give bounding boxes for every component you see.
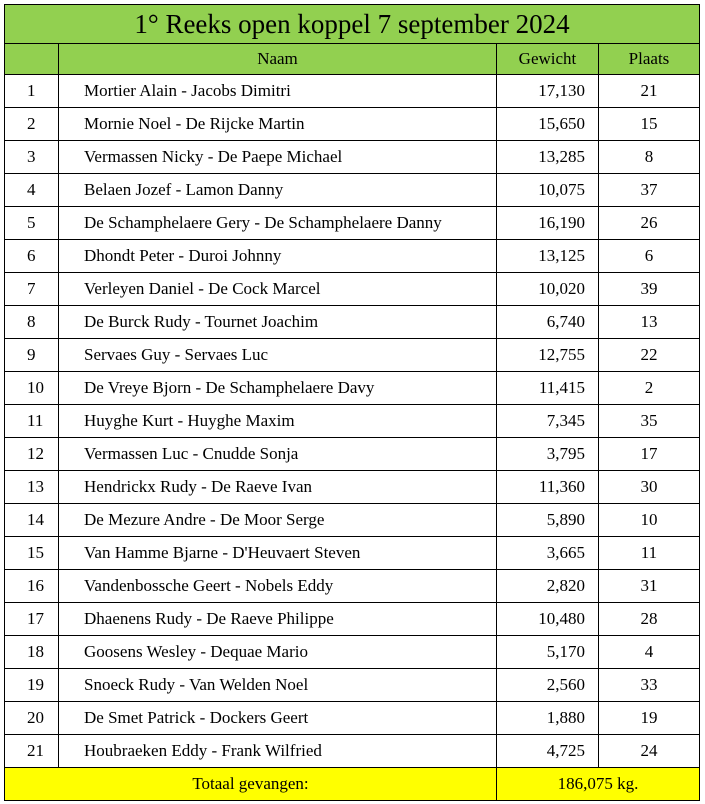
row-weight: 10,075: [496, 174, 598, 207]
row-place: 10: [598, 504, 699, 537]
row-weight: 11,415: [496, 372, 598, 405]
row-name: De Vreye Bjorn - De Schamphelaere Davy: [59, 372, 497, 405]
row-name: De Schamphelaere Gery - De Schamphelaere Danny: [59, 207, 497, 240]
row-place: 21: [598, 75, 699, 108]
table-row: [5, 702, 700, 735]
row-name: Vermassen Luc - Cnudde Sonja: [59, 438, 497, 471]
row-weight: 13,285: [496, 141, 598, 174]
row-number: 3: [5, 141, 59, 174]
row-number: 2: [5, 108, 59, 141]
table-row: [5, 108, 700, 141]
total-row: [5, 768, 700, 801]
row-weight: 12,755: [496, 339, 598, 372]
row-place: 26: [598, 207, 699, 240]
table-row: [5, 207, 700, 240]
row-place: 30: [598, 471, 699, 504]
row-weight: 13,125: [496, 240, 598, 273]
table-row: [5, 306, 700, 339]
row-number: 20: [5, 702, 59, 735]
row-name: Dhondt Peter - Duroi Johnny: [59, 240, 497, 273]
row-place: 4: [598, 636, 699, 669]
row-place: 28: [598, 603, 699, 636]
row-name: Mornie Noel - De Rijcke Martin: [59, 108, 497, 141]
row-place: 33: [598, 669, 699, 702]
row-place: 19: [598, 702, 699, 735]
row-name: Dhaenens Rudy - De Raeve Philippe: [59, 603, 497, 636]
total-label: Totaal gevangen:: [5, 768, 497, 801]
row-name: Snoeck Rudy - Van Welden Noel: [59, 669, 497, 702]
table-row: [5, 636, 700, 669]
table-row: [5, 504, 700, 537]
row-name: Goosens Wesley - Dequae Mario: [59, 636, 497, 669]
row-weight: 1,880: [496, 702, 598, 735]
row-weight: 3,795: [496, 438, 598, 471]
table-row: [5, 372, 700, 405]
row-number: 9: [5, 339, 59, 372]
row-number: 14: [5, 504, 59, 537]
table-row: [5, 669, 700, 702]
header-weight: Gewicht: [496, 44, 598, 75]
row-place: 15: [598, 108, 699, 141]
header-place: Plaats: [598, 44, 699, 75]
results-table: [4, 4, 700, 801]
table-row: [5, 570, 700, 603]
row-place: 31: [598, 570, 699, 603]
row-name: De Smet Patrick - Dockers Geert: [59, 702, 497, 735]
row-weight: 11,360: [496, 471, 598, 504]
row-weight: 7,345: [496, 405, 598, 438]
row-weight: 2,560: [496, 669, 598, 702]
table-row: [5, 438, 700, 471]
row-number: 15: [5, 537, 59, 570]
row-name: Mortier Alain - Jacobs Dimitri: [59, 75, 497, 108]
row-name: Huyghe Kurt - Huyghe Maxim: [59, 405, 497, 438]
table-row: [5, 75, 700, 108]
row-weight: 10,020: [496, 273, 598, 306]
row-place: 2: [598, 372, 699, 405]
table-row: [5, 174, 700, 207]
table-row: [5, 273, 700, 306]
row-number: 12: [5, 438, 59, 471]
table-row: [5, 603, 700, 636]
row-weight: 4,725: [496, 735, 598, 768]
row-number: 19: [5, 669, 59, 702]
header-num: [5, 44, 59, 75]
row-weight: 16,190: [496, 207, 598, 240]
table-row: [5, 735, 700, 768]
row-name: Houbraeken Eddy - Frank Wilfried: [59, 735, 497, 768]
row-name: De Mezure Andre - De Moor Serge: [59, 504, 497, 537]
table-row: [5, 141, 700, 174]
table-body: [5, 75, 700, 768]
row-number: 8: [5, 306, 59, 339]
row-place: 17: [598, 438, 699, 471]
row-number: 17: [5, 603, 59, 636]
row-weight: 17,130: [496, 75, 598, 108]
row-place: 8: [598, 141, 699, 174]
row-name: Van Hamme Bjarne - D'Heuvaert Steven: [59, 537, 497, 570]
total-value: 186,075 kg.: [496, 768, 699, 801]
row-number: 4: [5, 174, 59, 207]
row-place: 11: [598, 537, 699, 570]
row-number: 21: [5, 735, 59, 768]
row-name: Vandenbossche Geert - Nobels Eddy: [59, 570, 497, 603]
row-number: 11: [5, 405, 59, 438]
row-number: 16: [5, 570, 59, 603]
row-number: 13: [5, 471, 59, 504]
row-place: 37: [598, 174, 699, 207]
header-name: Naam: [59, 44, 497, 75]
row-name: Belaen Jozef - Lamon Danny: [59, 174, 497, 207]
row-number: 7: [5, 273, 59, 306]
row-number: 18: [5, 636, 59, 669]
row-weight: 3,665: [496, 537, 598, 570]
row-name: De Burck Rudy - Tournet Joachim: [59, 306, 497, 339]
row-weight: 6,740: [496, 306, 598, 339]
row-number: 6: [5, 240, 59, 273]
row-name: Hendrickx Rudy - De Raeve Ivan: [59, 471, 497, 504]
row-place: 6: [598, 240, 699, 273]
row-weight: 5,890: [496, 504, 598, 537]
table-row: [5, 405, 700, 438]
table-title: 1° Reeks open koppel 7 september 2024: [5, 5, 700, 44]
row-name: Verleyen Daniel - De Cock Marcel: [59, 273, 497, 306]
table-row: [5, 240, 700, 273]
row-place: 22: [598, 339, 699, 372]
row-name: Servaes Guy - Servaes Luc: [59, 339, 497, 372]
row-place: 24: [598, 735, 699, 768]
row-place: 39: [598, 273, 699, 306]
row-number: 1: [5, 75, 59, 108]
row-weight: 5,170: [496, 636, 598, 669]
table-row: [5, 471, 700, 504]
row-weight: 10,480: [496, 603, 598, 636]
row-name: Vermassen Nicky - De Paepe Michael: [59, 141, 497, 174]
row-weight: 2,820: [496, 570, 598, 603]
table-row: [5, 339, 700, 372]
row-weight: 15,650: [496, 108, 598, 141]
row-place: 13: [598, 306, 699, 339]
row-number: 10: [5, 372, 59, 405]
row-place: 35: [598, 405, 699, 438]
table-row: [5, 537, 700, 570]
row-number: 5: [5, 207, 59, 240]
